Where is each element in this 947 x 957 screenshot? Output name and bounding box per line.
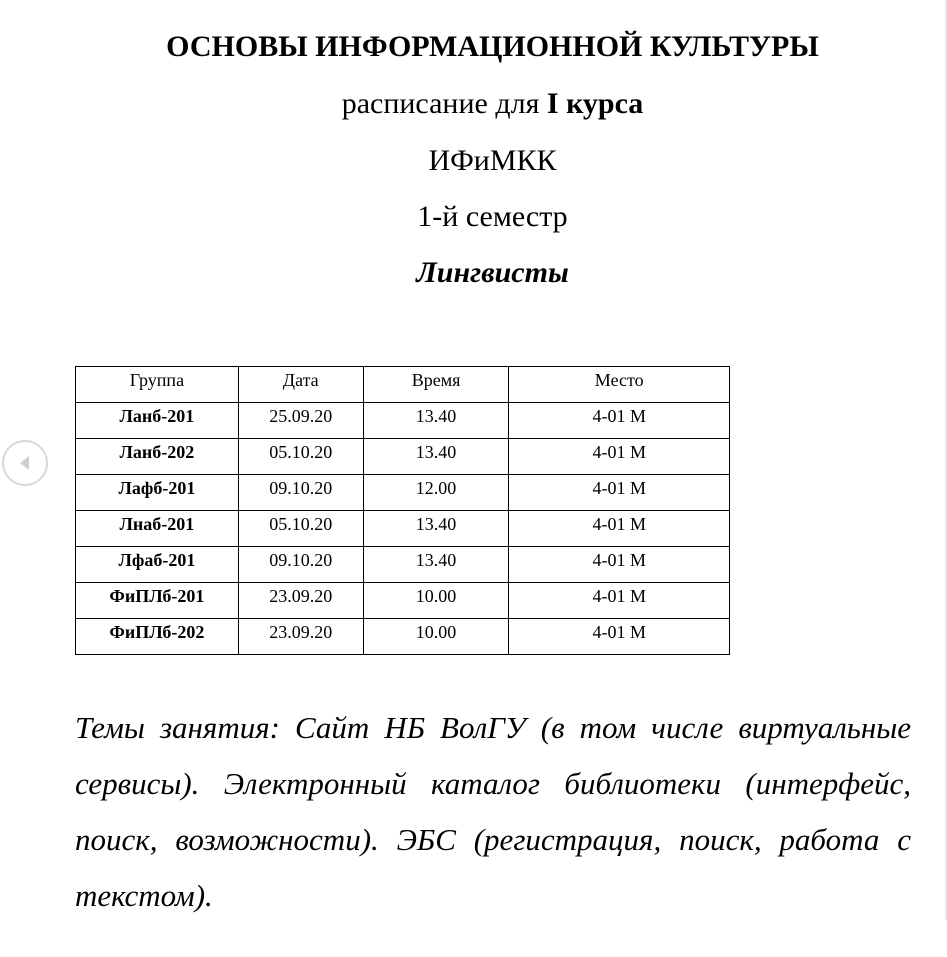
time-cell: 13.40 — [363, 547, 509, 583]
place-cell: 4-01 М — [509, 583, 730, 619]
place-cell: 4-01 М — [509, 511, 730, 547]
table-row — [76, 475, 730, 511]
place-cell: 4-01 М — [509, 439, 730, 475]
schedule-subtitle — [40, 85, 945, 123]
date-cell: 23.09.20 — [238, 583, 363, 619]
column-header-time: Время — [363, 367, 509, 403]
table-row — [76, 511, 730, 547]
table-row — [76, 439, 730, 475]
place-cell: 4-01 М — [509, 619, 730, 655]
date-cell: 25.09.20 — [238, 403, 363, 439]
date-cell: 05.10.20 — [238, 439, 363, 475]
semester-label: 1-й семестр — [417, 200, 568, 233]
place-cell: 4-01 М — [509, 475, 730, 511]
schedule-table — [75, 366, 730, 655]
column-header-date: Дата — [238, 367, 363, 403]
lesson-topics-paragraph: Темы занятия: Сайт НБ ВолГУ (в том числе виртуальные сервисы). Электронный каталог библиотеки (интерфейс, поиск, возможности). ЭБС (регистрация, поиск, работа с текстом). — [75, 710, 911, 913]
group-cell: Лфаб-201 — [76, 547, 239, 583]
time-cell: 13.40 — [363, 511, 509, 547]
table-header-row — [76, 367, 730, 403]
column-header-group: Группа — [76, 367, 239, 403]
column-header-place: Место — [509, 367, 730, 403]
table-row — [76, 619, 730, 655]
table-row — [76, 547, 730, 583]
table-row — [76, 403, 730, 439]
group-cell: Ланб-201 — [76, 403, 239, 439]
group-cell: Ланб-202 — [76, 439, 239, 475]
document-title: ОСНОВЫ ИНФОРМАЦИОННОЙ КУЛЬТУРЫ — [166, 30, 819, 63]
group-cell: Лафб-201 — [76, 475, 239, 511]
date-cell: 05.10.20 — [238, 511, 363, 547]
previous-page-button[interactable] — [2, 440, 48, 486]
date-cell: 09.10.20 — [238, 547, 363, 583]
date-cell: 09.10.20 — [238, 475, 363, 511]
group-cell: ФиПЛб-202 — [76, 619, 239, 655]
time-cell: 12.00 — [363, 475, 509, 511]
chevron-left-icon — [16, 454, 34, 472]
place-cell: 4-01 М — [509, 547, 730, 583]
date-cell: 23.09.20 — [238, 619, 363, 655]
schedule-prefix: расписание для — [341, 87, 547, 120]
time-cell: 13.40 — [363, 439, 509, 475]
group-cell: ФиПЛб-201 — [76, 583, 239, 619]
group-type-label: Лингвисты — [416, 256, 569, 289]
time-cell: 10.00 — [363, 619, 509, 655]
place-cell: 4-01 М — [509, 403, 730, 439]
schedule-course: I курса — [546, 87, 644, 120]
group-cell: Лнаб-201 — [76, 511, 239, 547]
time-cell: 13.40 — [363, 403, 509, 439]
table-row — [76, 583, 730, 619]
institute-name: ИФиМКК — [428, 144, 557, 177]
time-cell: 10.00 — [363, 583, 509, 619]
